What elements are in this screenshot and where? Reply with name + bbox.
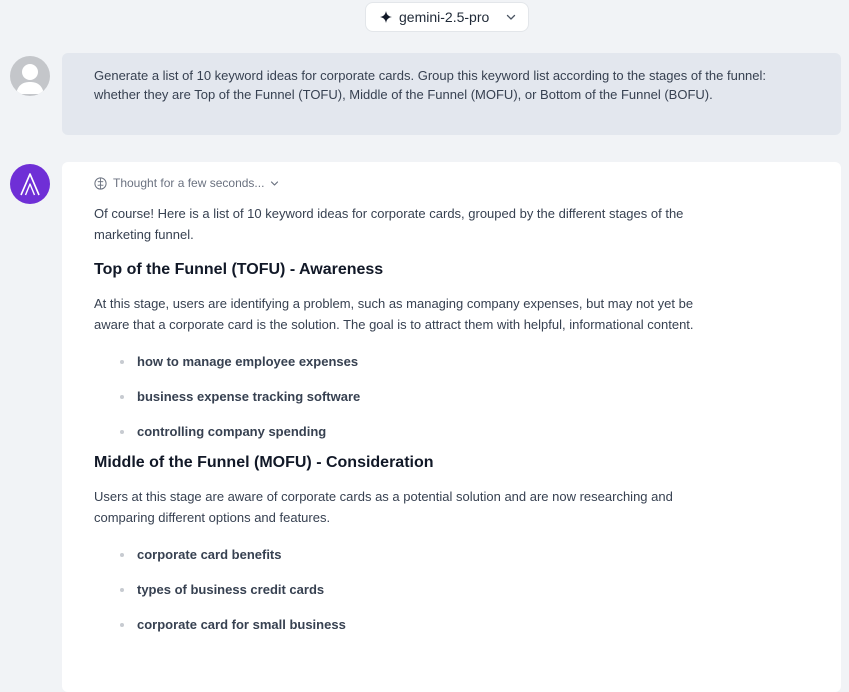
- bullet-icon: [120, 360, 124, 364]
- bullet-icon: [120, 395, 124, 399]
- assistant-message: [62, 162, 841, 692]
- list-item: [94, 545, 714, 580]
- model-selector[interactable]: [365, 2, 529, 32]
- thought-label: Thought for a few seconds...: [113, 176, 265, 190]
- thought-toggle[interactable]: [94, 175, 809, 191]
- chevron-down-icon: [270, 179, 279, 188]
- list-item: [94, 387, 714, 422]
- bullet-icon: [120, 588, 124, 592]
- chevron-down-icon: [506, 12, 516, 22]
- list-item: [94, 580, 714, 615]
- section-description-tofu: At this stage, users are identifying a problem, such as managing company expenses, but may not yet be aware that a corporate card is the solution. The goal is to attract them with helpful, informational content.: [94, 296, 694, 332]
- model-name: gemini-2.5-pro: [399, 9, 490, 25]
- intro-text: Of course! Here is a list of 10 keyword ideas for corporate cards, grouped by the different stages of the marketing funnel.: [94, 206, 684, 242]
- keyword-text: corporate card benefits: [137, 547, 282, 562]
- list-item: [94, 615, 714, 650]
- list-item: [94, 352, 714, 387]
- user-avatar-icon: [10, 56, 50, 96]
- user-message: [62, 53, 841, 135]
- user-message-text: Generate a list of 10 keyword ideas for corporate cards. Group this keyword list according to the stages of the funnel: whether they are Top of the Funnel (TOFU), Middle of the Funnel (MOFU), or Bottom of the Funnel (BOFU).: [94, 68, 767, 102]
- keyword-list-mofu: [94, 545, 714, 650]
- keyword-text: types of business credit cards: [137, 582, 325, 597]
- section-description-mofu: Users at this stage are aware of corporate cards as a potential solution and are now researching and comparing different options and features.: [94, 489, 673, 525]
- assistant-avatar-icon: [10, 164, 50, 204]
- keyword-list-tofu: [94, 352, 714, 457]
- keyword-text: corporate card for small business: [137, 617, 346, 632]
- bullet-icon: [120, 623, 124, 627]
- bullet-icon: [120, 553, 124, 557]
- keyword-text: business expense tracking software: [137, 389, 361, 404]
- sparkle-icon: [380, 11, 392, 23]
- keyword-text: how to manage employee expenses: [137, 354, 359, 369]
- brain-icon: [94, 177, 107, 190]
- section-heading-tofu: Top of the Funnel (TOFU) - Awareness: [94, 261, 384, 278]
- bullet-icon: [120, 430, 124, 434]
- list-item: [94, 422, 714, 457]
- keyword-text: controlling company spending: [137, 424, 327, 439]
- section-heading-mofu: Middle of the Funnel (MOFU) - Consideration: [94, 454, 434, 471]
